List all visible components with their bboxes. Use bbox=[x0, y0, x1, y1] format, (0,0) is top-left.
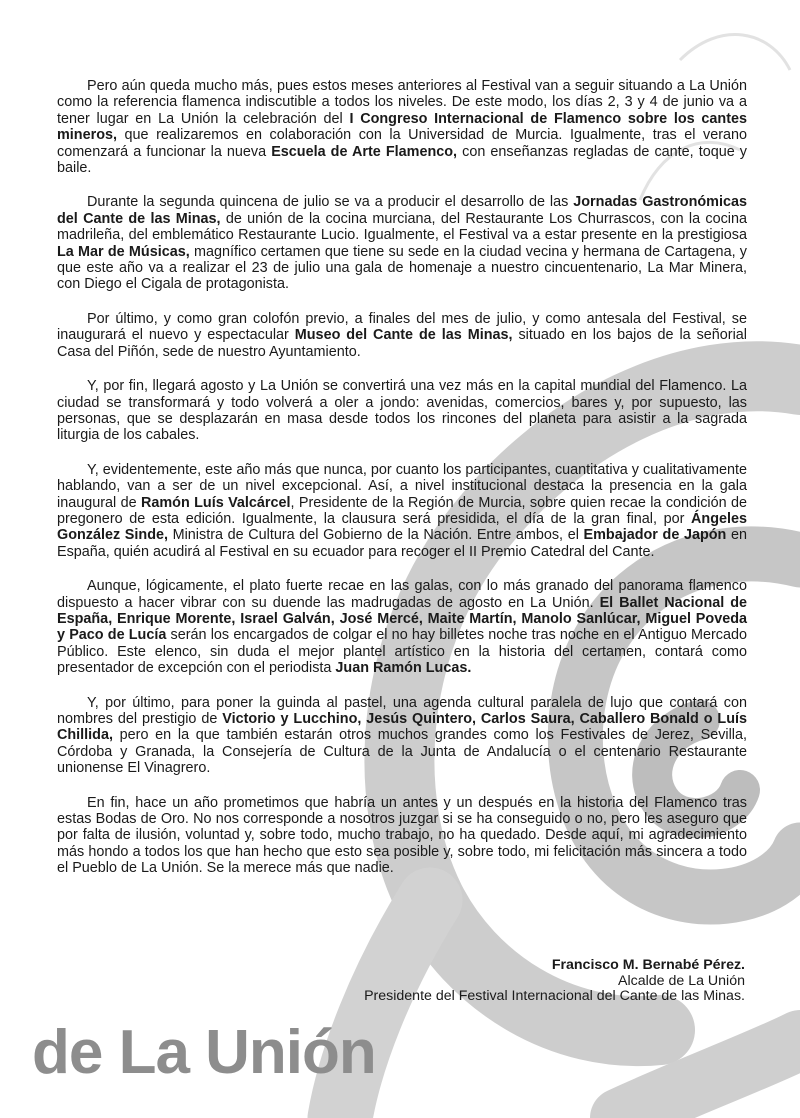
bold-text: El Ballet Nacional de España, Enrique Morente, Israel Galván, José Mercé, Maite Martín, Manolo Sanlúcar, Miguel Poveda y Paco de Lucía bbox=[57, 594, 747, 644]
bold-text: Ángeles González Sinde, bbox=[57, 510, 747, 544]
text-run: Y, por último, para poner la guinda al pastel, una agenda cultural paralela de lujo que contará con nombres del prestigio de bbox=[57, 694, 747, 727]
paragraph bbox=[57, 194, 747, 292]
text-run: magnífico certamen que tiene su sede en la ciudad vecina y hermana de Cartagena, y que este año va a realizar el 23 de julio una gala de homenaje a nuestro cincuentenario, La Mar Minera, con Diego el Cigala de protagonista. bbox=[57, 243, 748, 293]
text-run: de unión de la cocina murciana, del Restaurante Los Churrascos, con la cocina madrileña, del emblemático Restaurante Lucio. Igualmente, el Festival va a estar presente en la prestigiosa bbox=[57, 210, 747, 244]
paragraph bbox=[57, 378, 747, 444]
text-run: Y, por fin, llegará agosto y La Unión se convertirá una vez más en la capital mundial del Flamenco. La ciudad se transformará y todo volverá a oler a jondo: avenidas, comercios, bares y, por supuesto, las personas, que se desplazarán en masa desde todos los rincones del planeta para asistir a la sagrada liturgia de los cabales. bbox=[57, 378, 747, 444]
bold-text: Embajador de Japón bbox=[583, 527, 727, 544]
text-run: , Presidente de la Región de Murcia, sobre quien recae la condición de pregonero de esta edición. Igualmente, la clausura será presidida, el día de la gran final, por bbox=[57, 494, 747, 527]
text-run: con enseñanzas regladas de cante, toque y baile. bbox=[57, 143, 748, 177]
text-run: situado en los bajos de la señorial Casa del Piñón, sede de nuestro Ayuntamiento. bbox=[57, 327, 747, 360]
signature-role-president: Presidente del Festival Internacional del Cante de las Minas. bbox=[364, 988, 745, 1004]
bold-text: Victorio y Lucchino, Jesús Quintero, Carlos Saura, Caballero Bonald o Luís Chillida, bbox=[57, 711, 748, 744]
text-run: serán los encargados de colgar el no hay billetes noche tras noche en el Antiguo Mercado Público. Este elenco, sin duda el mejor plantel artístico en la historia del certamen, contará como presentador de excepción con el periodista bbox=[57, 627, 748, 677]
text-run: Aunque, lógicamente, el plato fuerte recae en las galas, con lo más granado del panorama flamenco dispuesto a hacer vibrar con su duende las madrugadas de agosto en La Unión. bbox=[57, 578, 747, 611]
bold-text: La Mar de Músicas, bbox=[57, 243, 190, 260]
text-run: pero en la que también estarán otros muchos grandes como los Festivales de Jerez, Sevilla, Córdoba y Granada, la Consejería de Cultura de la Junta de Andalucía o el centenario Restaurante unionense El Vinagrero. bbox=[57, 727, 747, 777]
bold-text: Escuela de Arte Flamenco, bbox=[271, 143, 458, 160]
bold-text: I Congreso Internacional de Flamenco sobre los cantes mineros, bbox=[57, 110, 747, 144]
text-run: Ministra de Cultura del Gobierno de la Nación. Entre ambos, el bbox=[167, 527, 584, 544]
letter-body bbox=[57, 78, 747, 895]
bold-text: Ramón Luís Valcárcel bbox=[140, 494, 291, 511]
signature-role-mayor: Alcalde de La Unión bbox=[618, 972, 745, 989]
footer-title: de La Unión bbox=[32, 1018, 376, 1087]
bold-text: Juan Ramón Lucas. bbox=[335, 660, 472, 677]
text-run: En fin, hace un año prometimos que habría un antes y un después en la historia del Flamenco tras estas Bodas de Oro. No nos corresponde a nosotros juzgar si se ha conseguido o no, pero les aseguro que por falta de ilusión, voluntad y, sobre todo, mucho trabajo, no ha quedado. Desde aquí, mi agradecimiento más hondo a todos los que han hecho que esto sea posible y, sobre todo, mi felicitación más sincera a todo el Pueblo de La Unión. Se la merece más que nadie. bbox=[57, 794, 747, 877]
paragraph bbox=[57, 462, 747, 560]
signature-name: Francisco M. Bernabé Pérez. bbox=[551, 957, 745, 973]
text-run: Y, evidentemente, este año más que nunca, por cuanto los participantes, cuantitativa y cualitativamente hablando, van a ser de un nivel excepcional. Así, a nivel institucional destaca la presencia en la gala inaugural de bbox=[57, 461, 747, 511]
signature-block bbox=[364, 958, 745, 1005]
paragraph bbox=[57, 795, 747, 877]
bold-text: Museo del Cante de las Minas, bbox=[294, 327, 513, 344]
text-run: Por último, y como gran colofón previo, a finales del mes de julio, y como antesala del Festival, se inaugurará el nuevo y espectacular bbox=[57, 310, 747, 344]
paragraph bbox=[57, 311, 747, 360]
paragraph bbox=[57, 578, 747, 676]
paragraph bbox=[57, 78, 747, 176]
paragraph bbox=[57, 695, 747, 777]
bold-text: Jornadas Gastronómicas del Cante de las Minas, bbox=[57, 194, 747, 227]
text-run: Durante la segunda quincena de julio se va a producir el desarrollo de las bbox=[87, 194, 574, 211]
text-run: en España, quién acudirá al Festival en su ecuador para recoger el II Premio Catedral del Cante. bbox=[57, 527, 747, 560]
text-run: que realizaremos en colaboración con la Universidad de Murcia. Igualmente, tras el verano comenzará a funcionar la nueva bbox=[57, 127, 747, 160]
text-run: Pero aún queda mucho más, pues estos meses anteriores al Festival van a seguir situando a La Unión como la referencia flamenca indiscutible a todos los niveles. De este modo, los días 2, 3 y 4 de junio va a tener lugar en La Unión la celebración del bbox=[57, 78, 747, 127]
